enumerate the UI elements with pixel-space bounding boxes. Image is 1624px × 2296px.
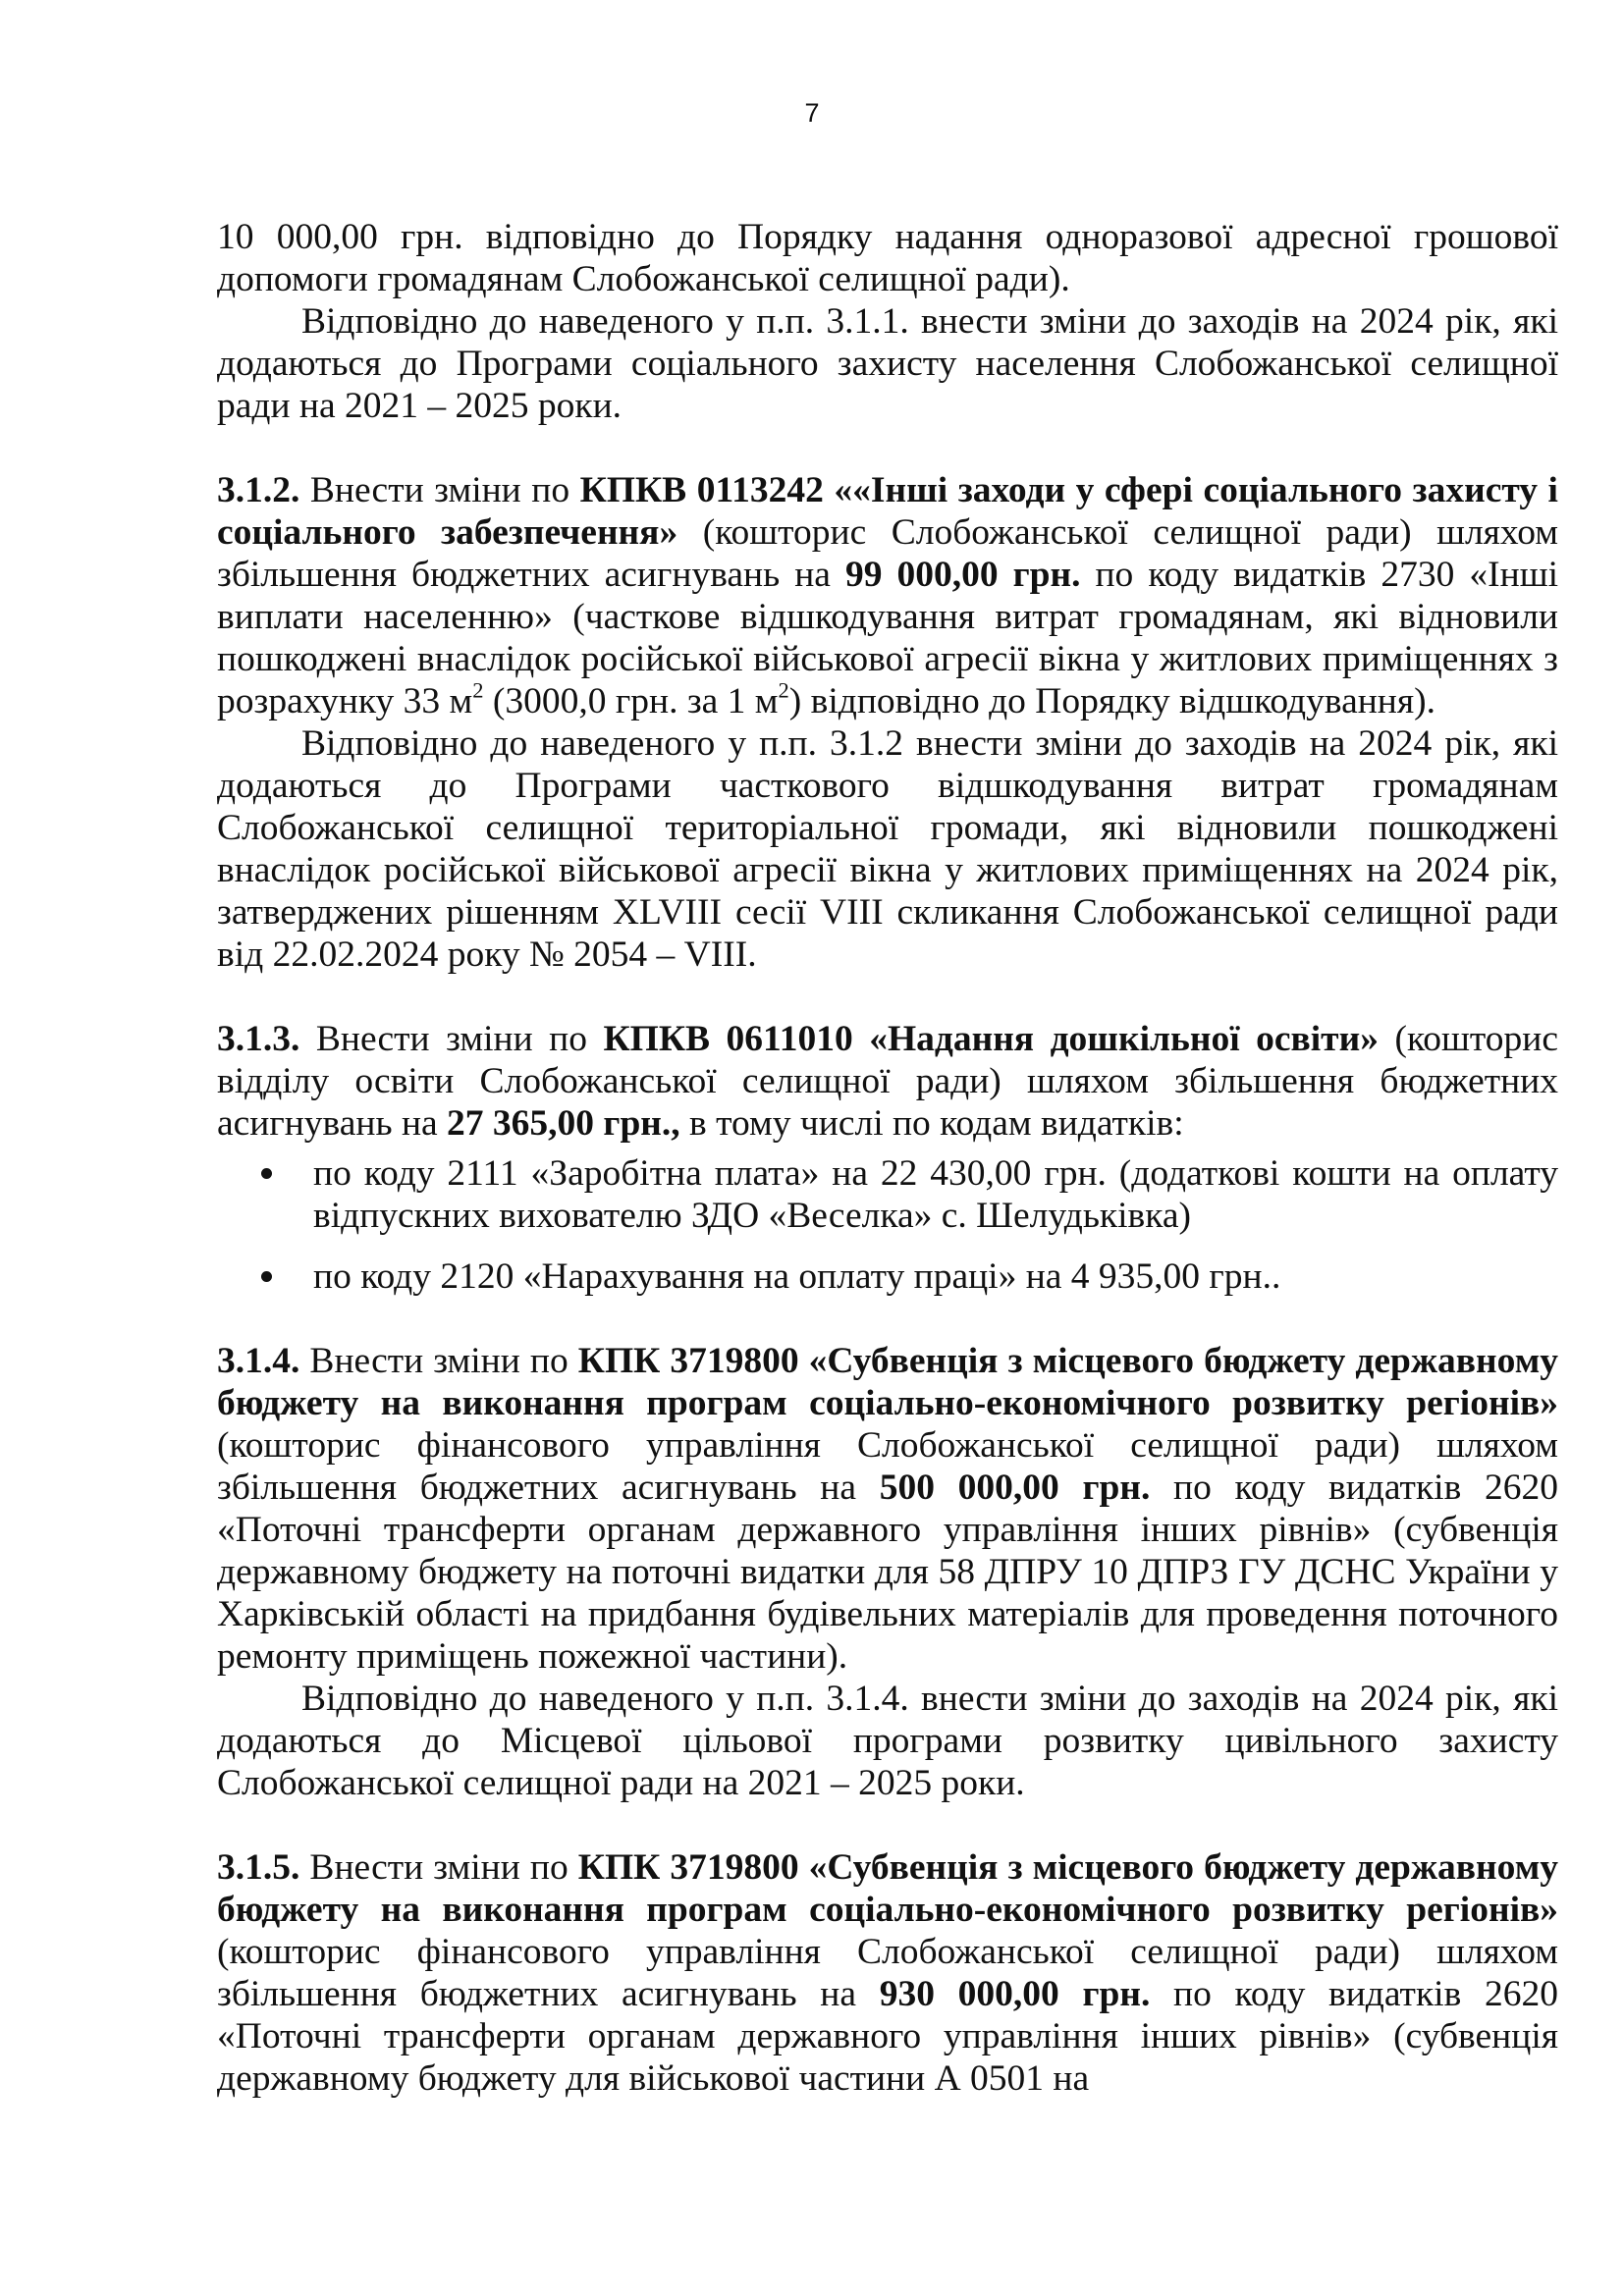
section-3-1-3: 3.1.3. Внести зміни по КПКВ 0611010 «Надання дошкільної освіти» (кошторис відділу освіти Слобожанської селищної ради) шляхом збільшення бюджетних асигнувань на 27 365,00 грн., в тому числі по кодам видатків: xyxy=(217,1019,1558,1144)
bullet-icon xyxy=(261,1168,272,1179)
amount: 27 365,00 грн., xyxy=(447,1103,680,1144)
budget-code: КПК 3719800 «Субвенція з місцевого бюджету державному бюджету на виконання програм соціально-економічного розвитку регіонів» xyxy=(217,1341,1558,1423)
amount: 930 000,00 грн. xyxy=(879,1974,1151,2014)
budget-code: КПКВ 0113242 ««Інші заходи у сфері соціального захисту і соціального забезпечення» xyxy=(217,470,1558,553)
section-3-1-5: 3.1.5. Внести зміни по КПК 3719800 «Субвенція з місцевого бюджету державному бюджету на виконання програм соціально-економічного розвитку регіонів» (кошторис фінансового управління Слобожанської селищної ради) шляхом збільшення бюджетних асигнувань на 930 000,00 грн. по коду видатків 2620 «Поточні трансферти органам державного управління інших рівнів» (субвенція державному бюджету для військової частини А 0501 на xyxy=(217,1847,1558,2099)
page-number: 7 xyxy=(804,98,820,128)
paragraph-3-1-2-note: Відповідно до наведеного у п.п. 3.1.2 внести зміни до заходів на 2024 рік, які додаються до Програми часткового відшкодування витрат громадянам Слобожанської селищної територіальної громади, які відновили пошкоджені внаслідок російської військової агресії вікна у житлових приміщеннях на 2024 рік, затверджених рішенням XLVIII сесії VIII скликання Слобожанської селищної ради від 22.02.2024 року № 2054 – VIII. xyxy=(217,723,1558,975)
section-number: 3.1.4. xyxy=(217,1341,300,1381)
paragraph-3-1-4-note: Відповідно до наведеного у п.п. 3.1.4. внести зміни до заходів на 2024 рік, які додаються до Місцевої цільової програми розвитку цивільного захисту Слобожанської селищної ради на 2021 – 2025 роки. xyxy=(217,1679,1558,1803)
paragraph-continuation: 10 000,00 грн. відповідно до Порядку надання одноразової адресної грошової допомоги громадянам Слобожанської селищної ради). xyxy=(217,217,1558,299)
paragraph-3-1-1-note: Відповідно до наведеного у п.п. 3.1.1. внести зміни до заходів на 2024 рік, які додаються до Програми соціального захисту населення Слобожанської селищної ради на 2021 – 2025 роки. xyxy=(217,301,1558,426)
section-3-1-2: 3.1.2. Внести зміни по КПКВ 0113242 ««Інші заходи у сфері соціального захисту і соціального забезпечення» (кошторис Слобожанської селищної ради) шляхом збільшення бюджетних асигнувань на 99 000,00 грн. по коду видатків 2730 «Інші виплати населенню» (часткове відшкодування витрат громадянам, які відновили пошкоджені внаслідок російської військової агресії вікна у житлових приміщеннях з розрахунку 33 $м^2$ (3000,0 грн. за 1 $м^2$) відповідно до Порядку відшкодування). xyxy=(217,470,1559,721)
section-3-1-4: 3.1.4. Внести зміни по КПК 3719800 «Субвенція з місцевого бюджету державному бюджету на виконання програм соціально-економічного розвитку регіонів» (кошторис фінансового управління Слобожанської селищної ради) шляхом збільшення бюджетних асигнувань на 500 000,00 грн. по коду видатків 2620 «Поточні трансферти органам державного управління інших рівнів» (субвенція державному бюджету на поточні видатки для 58 ДПРУ 10 ДПРЗ ГУ ДСНС України у Харківській області на придбання будівельних матеріалів для проведення поточного ремонту приміщень пожежної частини). xyxy=(217,1341,1558,1677)
list-item: по коду 2111 «Заробітна плата» на 22 430,00 грн. (додаткові кошти на оплату відпускних вихователю ЗДО «Веселка» с. Шелудьківка) xyxy=(217,1152,1558,1237)
amount: 500 000,00 грн. xyxy=(879,1468,1151,1508)
expense-code-list xyxy=(217,1152,1558,1298)
budget-code: КПК 3719800 «Субвенція з місцевого бюджету державному бюджету на виконання програм соціально-економічного розвитку регіонів» xyxy=(217,1847,1558,1930)
budget-code: КПКВ 0611010 «Надання дошкільної освіти» xyxy=(603,1019,1379,1059)
bullet-icon xyxy=(261,1271,272,1282)
document-body xyxy=(217,216,1558,2100)
section-number: 3.1.3. xyxy=(217,1019,300,1059)
section-number: 3.1.2. xyxy=(217,470,300,510)
amount: 99 000,00 грн. xyxy=(844,555,1081,595)
section-number: 3.1.5. xyxy=(217,1847,300,1888)
list-item: по коду 2120 «Нарахування на оплату праці» на 4 935,00 грн.. xyxy=(217,1255,1558,1298)
